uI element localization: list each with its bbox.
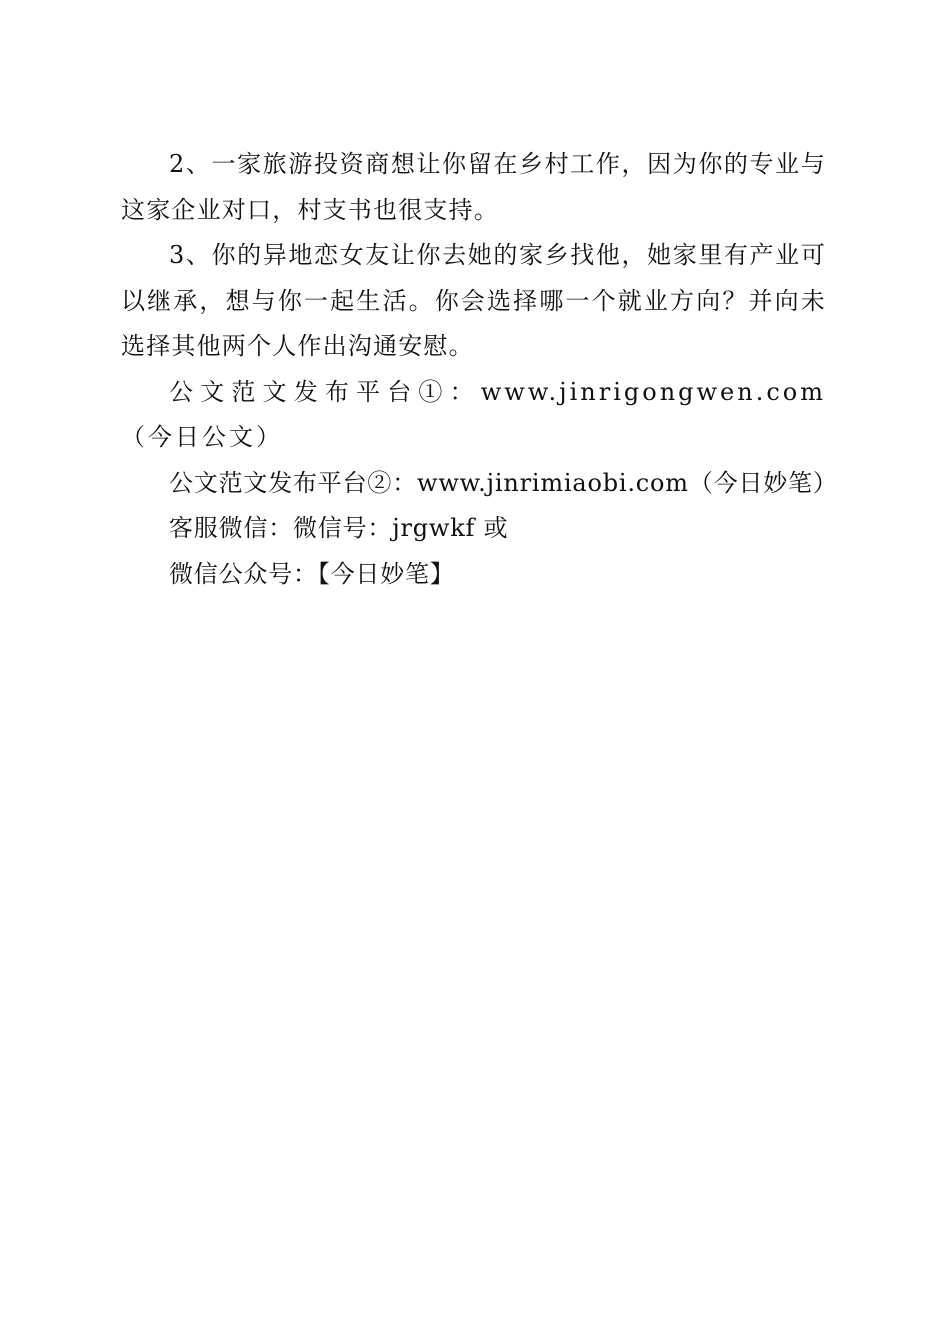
- platform-2-line: 公文范文发布平台②：www.jinrimiaobi.com（今日妙笔）: [169, 468, 838, 497]
- document-body: [121, 142, 838, 597]
- wechat-service-line: 客服微信：微信号：jrgwkf 或: [169, 514, 509, 542]
- paragraph-item-2: 2、一家旅游投资商想让你留在乡村工作，因为你的专业与这家企业对口，村支书也很支持。: [121, 150, 826, 224]
- wechat-official-line: 微信公众号：【今日妙笔】: [169, 559, 455, 588]
- paragraph-item-3: 3、你的异地恋女友让你去她的家乡找他，她家里有产业可以继承，想与你一起生活。你会选择哪一个就业方向？并向未选择其他两个人作出沟通安慰。: [121, 241, 826, 360]
- platform-1-line: 公文范文发布平台①：www.jinrigongwen.com（今日公文）: [121, 377, 826, 451]
